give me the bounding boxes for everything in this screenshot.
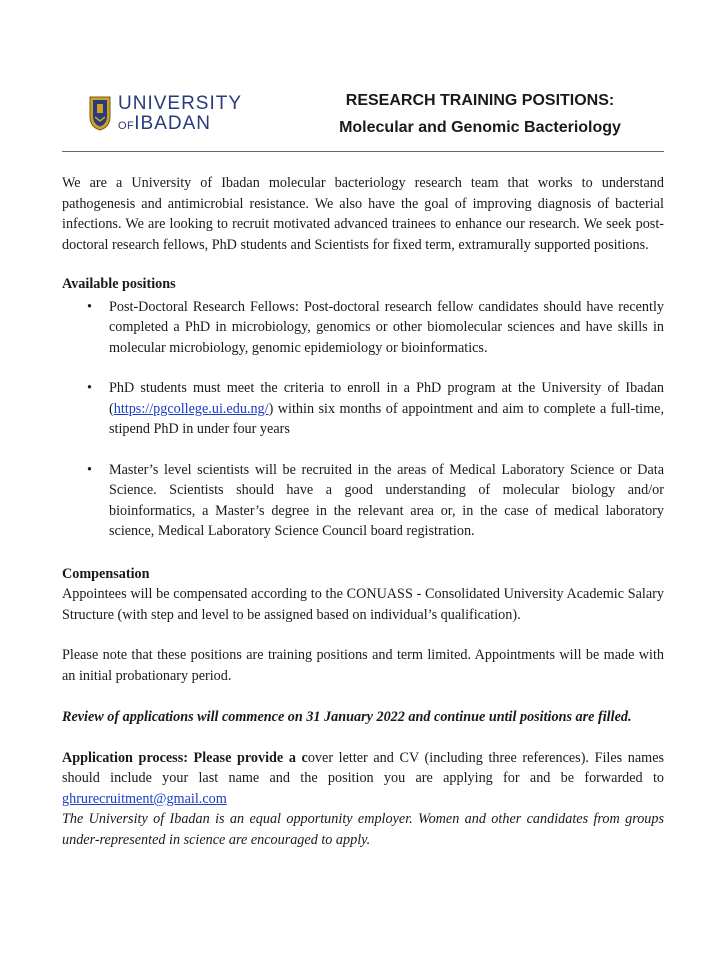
postdoc-text: Post-Doctoral Research Fellows: Post-doctoral research fellow candidates should have recently completed a PhD in microbiology, genomics or other biomolecular sciences and have skills in molecular microbiology, genomic epidemiology or bioinformatics. [109, 298, 664, 356]
header-divider [62, 151, 664, 152]
intro-paragraph: We are a University of Ibadan molecular bacteriology research team that works to understand pathogenesis and antimicrobial resistance. We also have the goal of improving diagnosis of bacterial infections. We are looking to recruit motivated advanced trainees to enhance our research. We seek post-doctoral research fellows, PhD students and Scientists for fixed term, extramurally supported positions. [62, 175, 664, 253]
logo-ibadan-text: IBADAN [134, 112, 212, 134]
bullet-icon: • [87, 380, 92, 396]
positions-list [62, 297, 664, 542]
logo-university-text: UNIVERSITY [118, 92, 243, 114]
phd-text-before: PhD students must meet the criteria to enroll in a PhD program at the University of Ibadan ( [109, 380, 664, 417]
email-link[interactable]: ghrurecruitment@gmail.com [62, 790, 227, 807]
document-body [62, 173, 664, 850]
application-text: over letter and CV (including three references). Files names should include your last name and the position you are applying for and be forwarded to [62, 749, 665, 786]
document-header [0, 0, 720, 150]
compensation-heading: Compensation [62, 565, 150, 582]
document-title [300, 90, 660, 139]
list-item-phd [87, 378, 664, 440]
logo-of-text: OF [118, 119, 135, 132]
title-line-2: Molecular and Genomic Bacteriology [339, 119, 621, 136]
note-paragraph: Please note that these positions are training positions and term limited. Appointments will be made with an initial probationary period. [62, 647, 664, 684]
title-line-1: RESEARCH TRAINING POSITIONS: [345, 92, 615, 109]
application-lead: Application process: Please provide a c [62, 749, 308, 766]
bullet-icon: • [87, 298, 92, 315]
bullet-icon: • [87, 461, 92, 478]
phd-text-after: ) within six months of appointment and aim to complete a full-time, stipend PhD in under four years [109, 400, 664, 437]
university-crest-icon [88, 95, 112, 131]
list-item-postdoc [87, 297, 664, 359]
compensation-paragraph: Appointees will be compensated according to the CONUASS - Consolidated University Academic Salary Structure (with step and level to be assigned based on individual’s qualification). [62, 586, 664, 623]
pgcollege-link[interactable]: https://pgcollege.ui.edu.ng/ [113, 400, 269, 417]
list-item-masters [87, 460, 664, 542]
university-logo [88, 93, 248, 133]
masters-text: Master’s level scientists will be recruited in the areas of Medical Laboratory Science or Data Science. Scientists should have a good understanding of molecular biology and/or bioinformatics, a Master’s degree in the relevant area or, in the case of medical laboratory science, Medical Laboratory Science Council board registration. [109, 461, 664, 539]
application-paragraph [62, 748, 664, 810]
equal-opportunity-paragraph: The University of Ibadan is an equal opportunity employer. Women and other candidates from groups under-represented in science are encouraged to apply. [62, 811, 664, 848]
review-paragraph: Review of applications will commence on 31 January 2022 and continue until positions are filled. [62, 709, 632, 725]
available-positions-heading: Available positions [62, 276, 176, 292]
logo-wordmark [118, 94, 242, 133]
